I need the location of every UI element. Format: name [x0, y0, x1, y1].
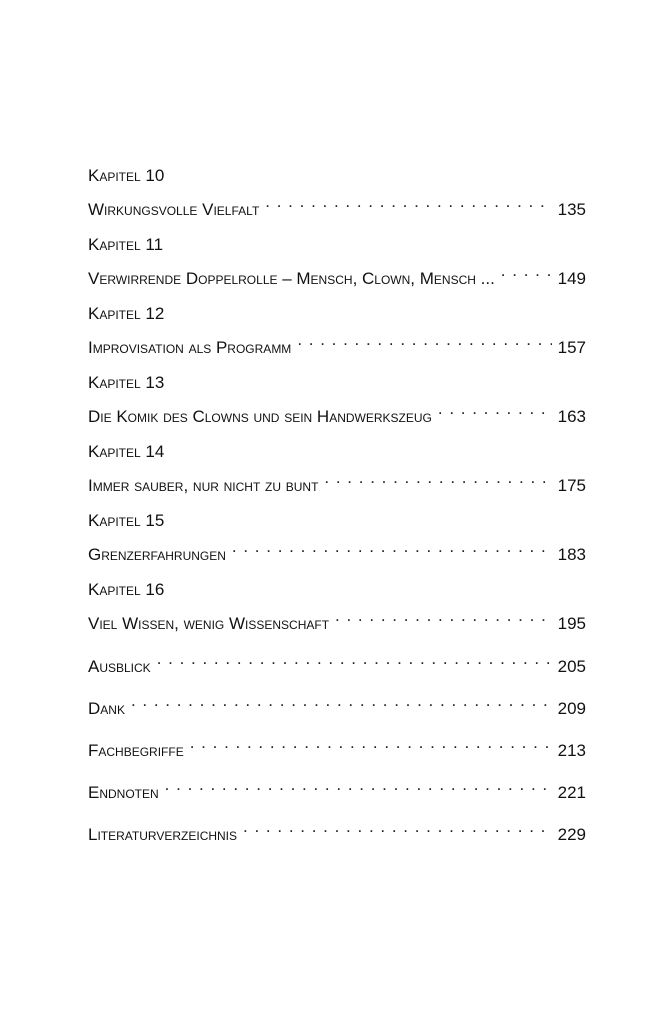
page-number: 221 [557, 783, 586, 802]
dot-leader [265, 189, 551, 215]
toc-line [88, 258, 586, 288]
dot-leader [131, 688, 552, 714]
chapter-label: Kapitel 10 [88, 166, 165, 185]
chapter-label: Kapitel 11 [88, 235, 164, 254]
toc-entry-chapter-14 [88, 439, 586, 495]
chapter-title: Wirkungsvolle Vielfalt [88, 200, 260, 219]
page-number: 209 [557, 699, 586, 718]
page-number: 157 [557, 338, 586, 357]
toc-entry-endnoten [88, 772, 586, 802]
chapter-title: Immer sauber, nur nicht zu bunt [88, 476, 319, 495]
toc-line [88, 730, 586, 760]
page-number: 205 [557, 657, 586, 676]
page-number: 163 [557, 407, 586, 426]
toc-line [88, 646, 586, 676]
toc-entry-ausblick [88, 646, 586, 676]
dot-leader [232, 534, 552, 560]
dot-leader [165, 772, 552, 798]
page-number: 175 [557, 476, 586, 495]
section-title: Literaturverzeichnis [88, 825, 238, 844]
toc-entry-chapter-15 [88, 508, 586, 564]
toc-entry-chapter-11 [88, 232, 586, 288]
toc-line [88, 688, 586, 718]
chapter-title: Grenzerfahrungen [88, 545, 226, 564]
toc-line [88, 396, 586, 426]
toc-entry-chapter-10 [88, 163, 586, 219]
chapter-label: Kapitel 14 [88, 442, 165, 461]
chapter-label: Kapitel 15 [88, 511, 165, 530]
dot-leader [324, 465, 551, 491]
chapter-title: Viel Wissen, wenig Wissenschaft [88, 614, 330, 633]
toc-entry-literaturverzeichnis [88, 814, 586, 844]
dot-leader [297, 327, 551, 353]
page-number: 213 [557, 741, 586, 760]
page-number: 149 [557, 269, 586, 288]
toc-entry-chapter-12 [88, 301, 586, 357]
toc-line [88, 189, 586, 219]
section-title: Endnoten [88, 783, 159, 802]
toc-line [88, 327, 586, 357]
dot-leader [190, 730, 552, 756]
chapter-label: Kapitel 16 [88, 580, 165, 599]
chapter-label: Kapitel 13 [88, 373, 165, 392]
chapter-title: Die Komik des Clowns und sein Handwerkszeug [88, 407, 432, 426]
dot-leader [243, 814, 552, 840]
toc-entry-chapter-13 [88, 370, 586, 426]
table-of-contents [88, 163, 586, 856]
section-title: Ausblick [88, 657, 151, 676]
toc-entry-dank [88, 688, 586, 718]
dot-leader [438, 396, 552, 422]
toc-line [88, 772, 586, 802]
section-title: Fachbegriffe [88, 741, 184, 760]
toc-line [88, 814, 586, 844]
chapter-title: Verwirrende Doppelrolle – Mensch, Clown, Mensch ... [88, 269, 495, 288]
chapter-title: Improvisation als Programm [88, 338, 292, 357]
chapter-label: Kapitel 12 [88, 304, 165, 323]
toc-line [88, 603, 586, 633]
dot-leader [335, 603, 552, 629]
toc-line [88, 534, 586, 564]
toc-entry-fachbegriffe [88, 730, 586, 760]
page-number: 135 [557, 200, 586, 219]
page-number: 183 [557, 545, 586, 564]
toc-entry-chapter-16 [88, 577, 586, 633]
page-number: 195 [557, 614, 586, 633]
dot-leader [157, 646, 552, 672]
dot-leader [501, 258, 552, 284]
section-title: Dank [88, 699, 125, 718]
page-number: 229 [557, 825, 586, 844]
toc-line [88, 465, 586, 495]
